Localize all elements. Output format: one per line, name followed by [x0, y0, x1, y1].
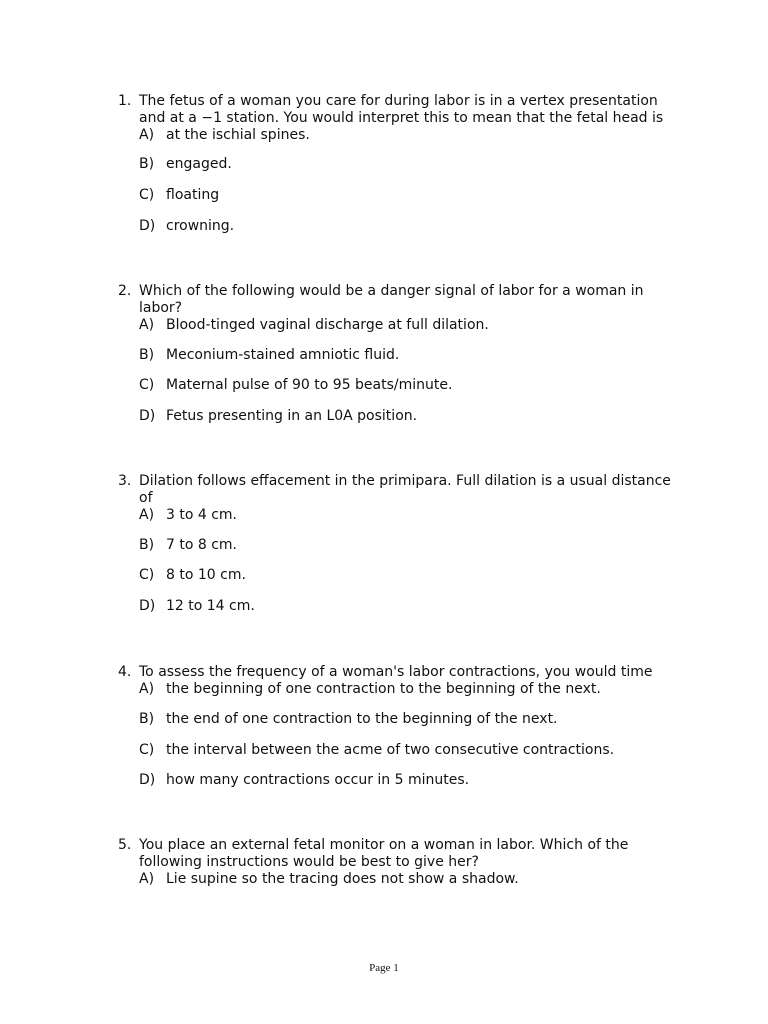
option-a: [139, 127, 678, 144]
question-3: [118, 473, 678, 615]
question-number: 3.: [118, 473, 132, 489]
option-d: [139, 218, 678, 235]
option-letter: A): [139, 127, 155, 143]
option-a: [139, 681, 678, 698]
option-text: Meconium-stained amniotic fluid.: [166, 347, 400, 363]
option-c: [139, 377, 678, 394]
option-letter: B): [139, 347, 155, 363]
option-text: the beginning of one contraction to the beginning of the next.: [166, 681, 601, 697]
option-b: [139, 711, 678, 728]
question-4: [118, 664, 678, 789]
option-c: [139, 742, 678, 759]
option-letter: A): [139, 871, 155, 887]
question-number: 1.: [118, 93, 132, 109]
question-1: [118, 93, 678, 235]
question-stem: [118, 283, 678, 317]
option-letter: C): [139, 742, 155, 758]
option-d: [139, 598, 678, 615]
option-text: engaged.: [166, 156, 232, 172]
question-text: You place an external fetal monitor on a woman in labor. Which of the following instructions would be best to give her?: [139, 837, 629, 870]
question-number: 5.: [118, 837, 132, 853]
option-letter: C): [139, 377, 155, 393]
option-text: 3 to 4 cm.: [166, 507, 238, 523]
option-letter: D): [139, 408, 156, 424]
option-text: how many contractions occur in 5 minutes.: [166, 772, 470, 788]
option-letter: D): [139, 218, 156, 234]
question-5: [118, 837, 678, 888]
option-c: [139, 567, 678, 584]
question-text: Dilation follows effacement in the primipara. Full dilation is a usual distance of: [139, 473, 671, 506]
question-text: The fetus of a woman you care for during labor is in a vertex presentation and at a −1 station. You would interpret this to mean that the fetal head is: [139, 93, 664, 126]
option-a: [139, 507, 678, 524]
option-a: [139, 871, 678, 888]
option-text: the end of one contraction to the beginning of the next.: [166, 711, 558, 727]
option-text: Fetus presenting in an L0A position.: [166, 408, 418, 424]
question-stem: [118, 664, 678, 681]
option-letter: A): [139, 681, 155, 697]
option-letter: A): [139, 507, 155, 523]
option-text: Blood-tinged vaginal discharge at full dilation.: [166, 317, 489, 333]
question-stem: [118, 93, 678, 127]
question-number: 2.: [118, 283, 132, 299]
option-letter: B): [139, 711, 155, 727]
option-text: 8 to 10 cm.: [166, 567, 246, 583]
option-text: at the ischial spines.: [166, 127, 310, 143]
option-text: 12 to 14 cm.: [166, 598, 255, 614]
question-stem: [118, 473, 678, 507]
option-d: [139, 408, 678, 425]
question-stem: [118, 837, 678, 871]
option-text: Maternal pulse of 90 to 95 beats/minute.: [166, 377, 453, 393]
question-text: Which of the following would be a danger signal of labor for a woman in labor?: [139, 283, 644, 316]
option-letter: D): [139, 772, 156, 788]
question-number: 4.: [118, 664, 132, 680]
option-letter: C): [139, 567, 155, 583]
option-text: the interval between the acme of two consecutive contractions.: [166, 742, 615, 758]
option-text: Lie supine so the tracing does not show a shadow.: [166, 871, 519, 887]
option-c: [139, 187, 678, 204]
option-letter: A): [139, 317, 155, 333]
question-2: [118, 283, 678, 425]
option-text: 7 to 8 cm.: [166, 537, 238, 553]
option-b: [139, 537, 678, 554]
question-text: To assess the frequency of a woman's labor contractions, you would time: [139, 664, 653, 680]
page-number-footer: Page 1: [369, 962, 399, 974]
option-letter: B): [139, 537, 155, 553]
option-a: [139, 317, 678, 334]
option-b: [139, 347, 678, 364]
option-text: crowning.: [166, 218, 235, 234]
option-b: [139, 156, 678, 173]
option-letter: C): [139, 187, 155, 203]
option-letter: B): [139, 156, 155, 172]
option-d: [139, 772, 678, 789]
option-letter: D): [139, 598, 156, 614]
option-text: floating: [166, 187, 220, 203]
